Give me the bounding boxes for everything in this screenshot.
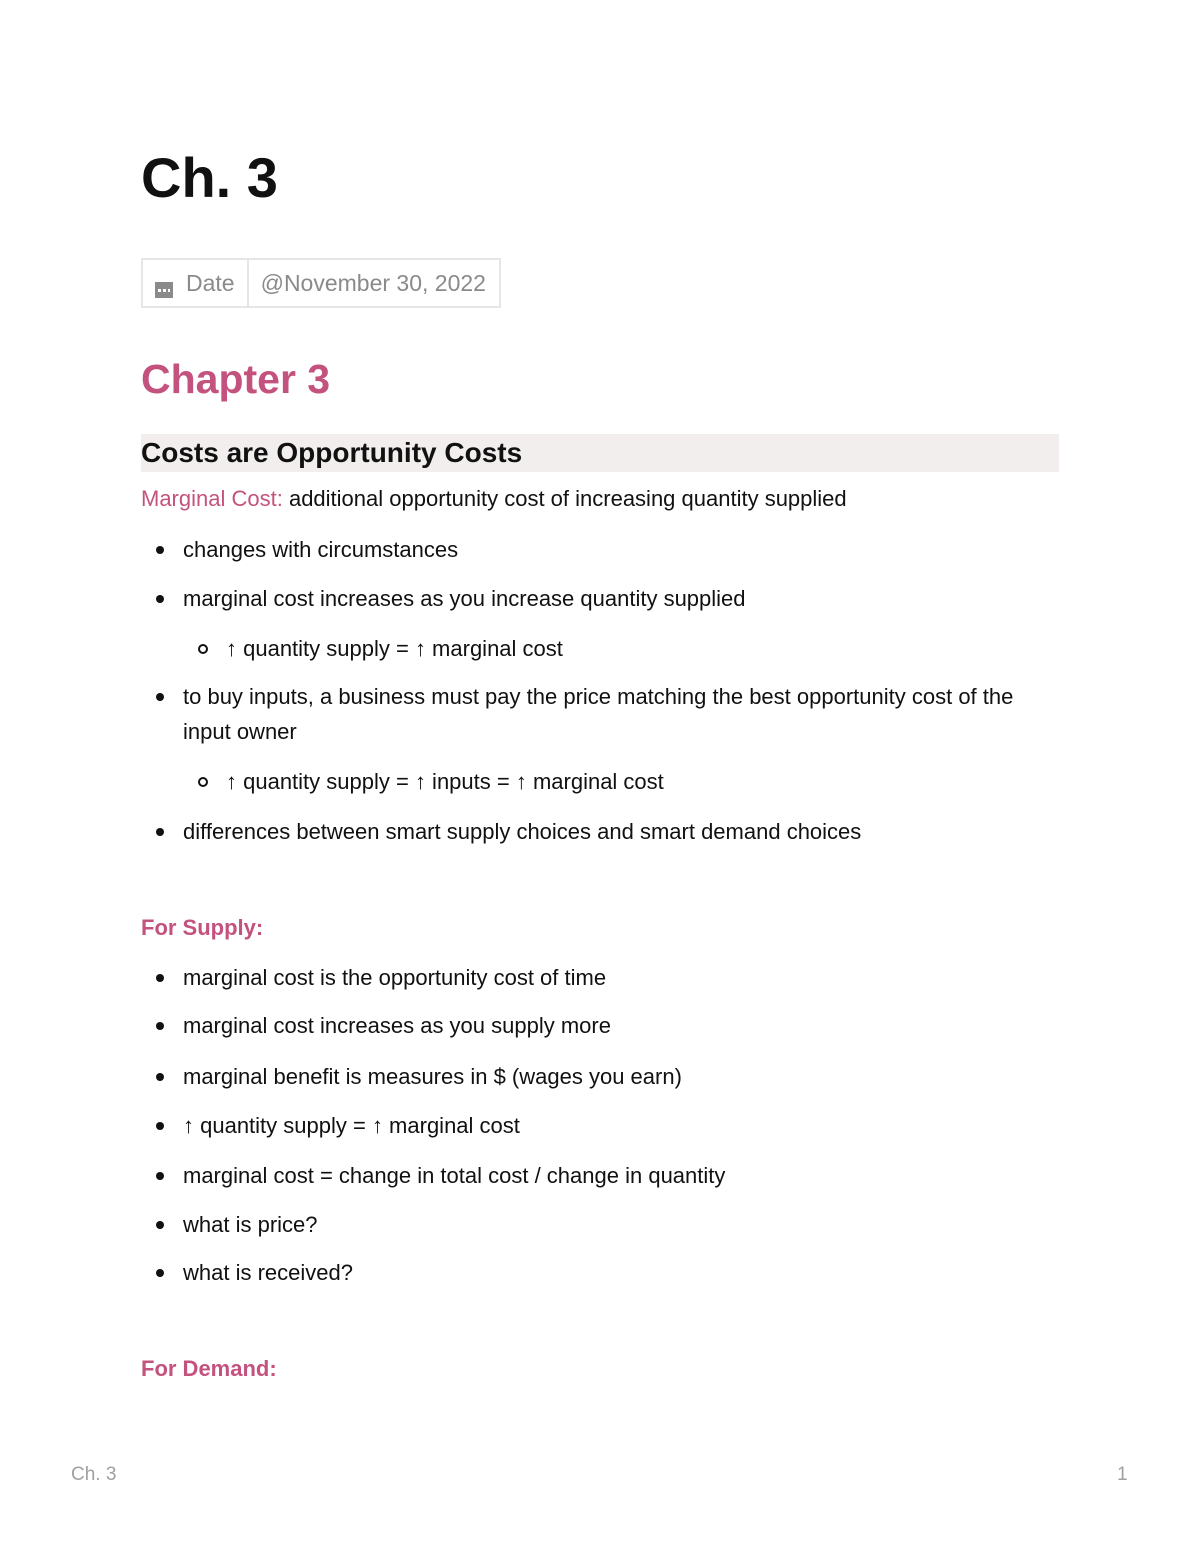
bullet-icon [156,1073,164,1081]
sub-bullet-icon [198,644,208,654]
list-item: ↑ quantity supply = ↑ marginal cost [183,1113,520,1138]
sub-list-item: ↑ quantity supply = ↑ marginal cost [226,636,563,661]
bullet-icon [156,1122,164,1130]
bullet-icon [156,546,164,554]
marginal-cost-term: Marginal Cost: [141,486,283,511]
list-item: marginal benefit is measures in $ (wages you earn) [183,1064,682,1089]
bullet-icon [156,828,164,836]
bullet-icon [156,1172,164,1180]
bullet-icon [156,1022,164,1030]
list-item: changes with circumstances [183,537,459,562]
bullet-icon [156,1221,164,1229]
bullet-icon [156,1269,164,1277]
footer-page-number: 1 [1117,1464,1128,1485]
property-date-value[interactable]: @November 30, 2022 [260,269,486,296]
property-date-label-text: Date [186,269,235,296]
marginal-cost-definition: additional opportunity cost of increasing quantity supplied [282,486,847,511]
bullet-icon [156,595,164,603]
bullet-icon [156,974,164,982]
page-title: Ch. 3 [141,146,278,209]
list-item: what is received? [183,1260,353,1285]
marginal-cost-paragraph [141,482,847,516]
property-table [141,258,501,308]
list-item: marginal cost is the opportunity cost of time [183,965,607,990]
calendar-icon [155,277,173,293]
list-item: marginal cost increases as you increase quantity supplied [183,586,746,611]
footer-doc-title: Ch. 3 [71,1464,117,1485]
list-item: marginal cost = change in total cost / change in quantity [183,1163,726,1188]
property-date-label[interactable] [143,260,249,306]
sub-bullet-icon [198,777,208,787]
sub-list-item: ↑ quantity supply = ↑ inputs = ↑ marginal cost [226,769,664,794]
bullet-icon [156,693,164,701]
for-supply-label: For Supply: [141,915,264,940]
heading-chapter: Chapter 3 [141,356,331,402]
heading-costs-opportunity: Costs are Opportunity Costs [141,434,1059,472]
for-demand-label: For Demand: [141,1356,277,1381]
list-item: to buy inputs, a business must pay the price matching the best opportunity cost of the input owner [183,684,1014,744]
list-item: what is price? [183,1212,318,1237]
list-item: differences between smart supply choices and smart demand choices [183,819,862,844]
list-item: marginal cost increases as you supply more [183,1013,611,1038]
